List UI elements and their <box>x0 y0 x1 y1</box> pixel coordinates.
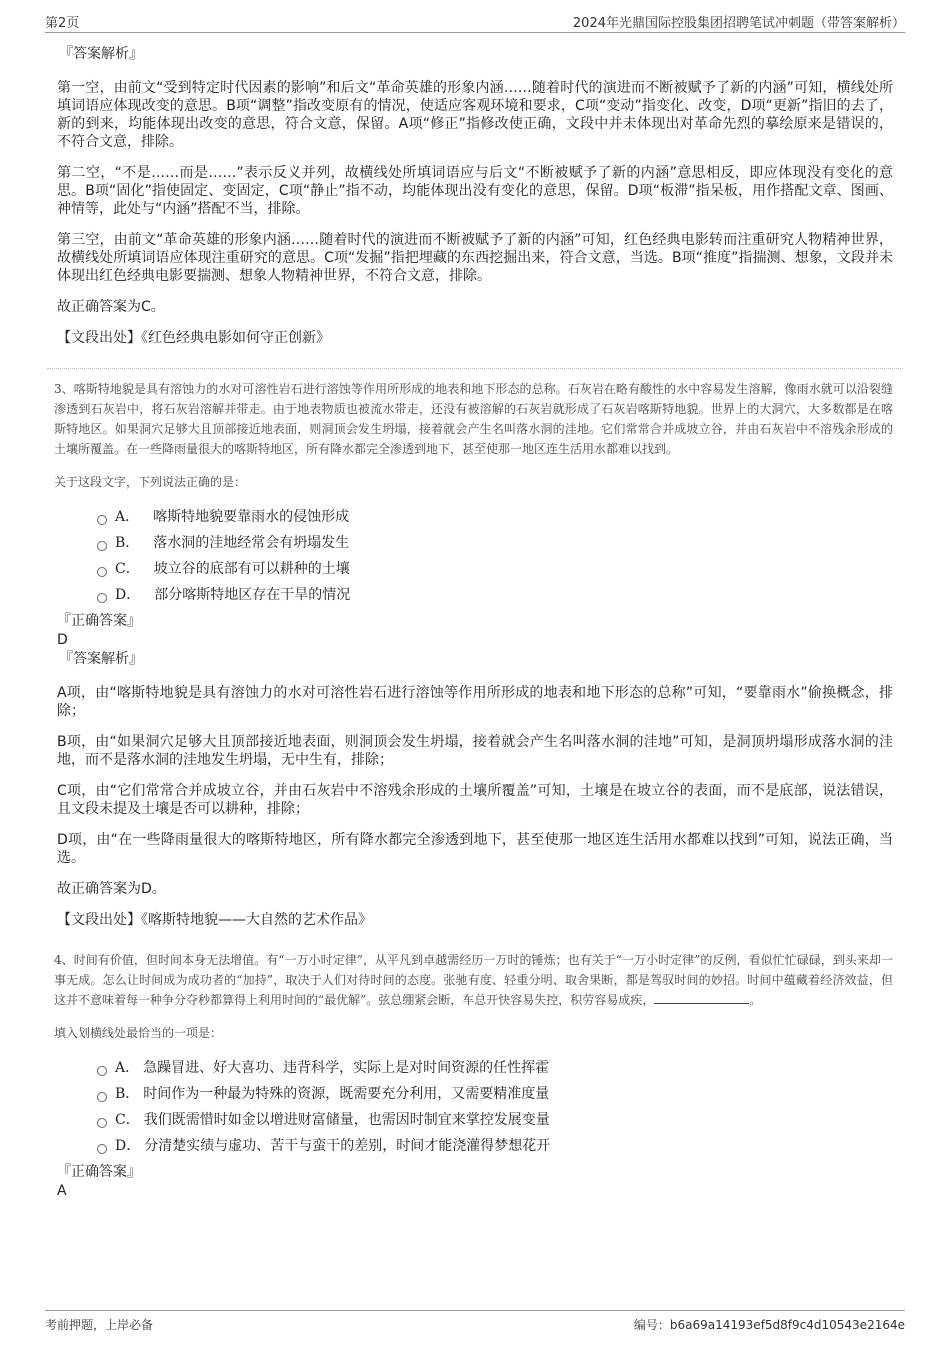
q4-stem-text: 4、时间有价值，但时间本身无法增值。有“一万小时定律”，从平凡到卓越需经历一万时的锤炼；也有关于“一万小时定律”的反例，看似忙忙碌碌，到头来却一事无成。怎么让时间成为成功者的“加持”，取决于人们对待时间的态度。张驰有度、轻重分明、取舍果断，都是驾驭时间的妙招。时间中蕴藏着经济效益，但这并不意味着每一种争分夺秒都算得上利用时间的“最优解”。弦总绷紧会断，车总开快容易失控，积劳容易成疾， <box>54 953 893 1007</box>
option-text: 我们既需惜时如金以增进财富储量，也需因时制宜来掌控发展变量 <box>143 1112 550 1128</box>
q3-options <box>97 504 893 608</box>
option-letter: B． <box>115 1086 140 1102</box>
q3-analysis-paragraph: C项，由“它们常常合并成坡立谷，并由石灰岩中不溶残余形成的土壤所覆盖”可知，土壤是在坡立谷的表面，而不是底部，说法错误，且文段未提及土壤是否可以耕种，排除； <box>57 783 893 817</box>
q2-analysis-label: 『答案解析』 <box>59 46 143 62</box>
q4-answer-label: 『正确答案』 <box>57 1164 141 1180</box>
radio-icon[interactable] <box>97 515 107 525</box>
q3-analysis-label: 『答案解析』 <box>59 651 143 667</box>
document-id: 编号：b6a69a14193ef5d8f9c4d10543e2164e <box>633 1318 905 1332</box>
q3-option-d[interactable] <box>97 582 893 608</box>
question-divider <box>47 368 903 369</box>
option-letter: D． <box>115 1138 141 1154</box>
radio-icon[interactable] <box>97 541 107 551</box>
page-number: 第2页 <box>45 16 80 31</box>
q4-option-b[interactable] <box>97 1081 893 1107</box>
page-header <box>45 10 905 33</box>
option-text: 坡立谷的底部有可以耕种的土壤 <box>153 561 350 577</box>
q3-source: 【文段出处】《喀斯特地貌——大自然的艺术作品》 <box>57 912 372 928</box>
option-letter: A． <box>115 1060 140 1076</box>
q4-stem <box>54 950 893 1010</box>
radio-icon[interactable] <box>97 567 107 577</box>
q3-answer: D <box>57 632 68 648</box>
q2-analysis-paragraph: 第二空，“不是……而是……”表示反义并列，故横线处所填词语应与后文“不断被赋予了新的内涵”意思相反，即应体现没有变化的意思。B项“固化”指使固定、变固定，C项“静止”指不动，均能体现出没有变化的意思，保留。D项“板滞”指呆板，用作搭配文章、图画、神情等，此处与“内涵”搭配不当，排除。 <box>57 165 893 217</box>
option-letter: C． <box>115 561 140 577</box>
option-letter: B． <box>115 535 140 551</box>
q3-prompt: 关于这段文字，下列说法正确的是： <box>54 475 247 489</box>
q4-answer: A <box>57 1183 67 1199</box>
q3-option-c[interactable] <box>97 556 893 582</box>
q3-analysis-paragraph: D项，由“在一些降雨量很大的喀斯特地区，所有降水都完全渗透到地下，甚至使那一地区连生活用水都难以找到”可知，说法正确，当选。 <box>57 832 893 866</box>
option-text: 喀斯特地貌要靠雨水的侵蚀形成 <box>153 509 350 525</box>
q2-source: 【文段出处】《红色经典电影如何守正创新》 <box>57 330 330 346</box>
radio-icon[interactable] <box>97 1118 107 1128</box>
q3-stem: 3、喀斯特地貌是具有溶蚀力的水对可溶性岩石进行溶蚀等作用所形成的地表和地下形态的总称。石灰岩在略有酸性的水中容易发生溶解，像雨水就可以沿裂缝渗透到石灰岩中，将石灰岩溶解并带走。由于地表物质也被流水带走，还没有被溶解的石灰岩就形成了石灰岩喀斯特地貌。世界上的大洞穴，大多数都是在喀斯特地区。如果洞穴足够大且顶部接近地表面，则洞顶会发生坍塌，接着就会产生名叫落水洞的洼地。它们常常合并成坡立谷，并由石灰岩中不溶残余形成的土壤所覆盖。在一些降雨量很大的喀斯特地区，所有降水都完全渗透到地下，甚至使那一地区连生活用水都难以找到。 <box>54 382 893 456</box>
q4-option-a[interactable] <box>97 1055 893 1081</box>
document-title: 2024年光鼎国际控股集团招聘笔试冲刺题（带答案解析） <box>572 16 905 31</box>
q4-options <box>97 1055 893 1159</box>
q2-conclusion: 故正确答案为C。 <box>57 299 165 315</box>
option-text: 部分喀斯特地区存在干旱的情况 <box>154 587 351 603</box>
q4-option-d[interactable] <box>97 1133 893 1159</box>
q3-analysis-paragraph: B项，由“如果洞穴足够大且顶部接近地表面，则洞顶会发生坍塌，接着就会产生名叫落水洞的洼地”可知，是洞顶坍塌形成落水洞的洼地，而不是落水洞的洼地发生坍塌，无中生有，排除； <box>57 734 893 768</box>
option-text: 时间作为一种最为特殊的资源，既需要充分利用，又需要精准度量 <box>143 1086 550 1102</box>
option-letter: D． <box>115 587 141 603</box>
q3-answer-label: 『正确答案』 <box>57 613 141 629</box>
q3-conclusion: 故正确答案为D。 <box>57 881 166 897</box>
radio-icon[interactable] <box>97 1066 107 1076</box>
option-text: 落水洞的洼地经常会有坍塌发生 <box>153 535 350 551</box>
page-footer <box>45 1310 905 1335</box>
q3-analysis-paragraph: A项，由“喀斯特地貌是具有溶蚀力的水对可溶性岩石进行溶蚀等作用所形成的地表和地下形态的总称”可知，“要靠雨水”偷换概念，排除； <box>57 685 893 719</box>
radio-icon[interactable] <box>97 1092 107 1102</box>
q2-analysis-paragraph: 第一空，由前文“受到特定时代因素的影响”和后文“革命英雄的形象内涵……随着时代的演进而不断被赋予了新的内涵”可知，横线处所填词语应体现改变的意思。B项“调整”指改变原有的情况，使适应客观环境和要求，C项“变动”指变化、改变，D项“更新”指旧的去了，新的到来，均能体现出改变的意思，符合文意，保留。A项“修正”指修改使正确，文段中并未体现出对革命先烈的摹绘原来是错误的，不符合文意，排除。 <box>57 80 893 150</box>
option-text: 分清楚实绩与虚功、苦干与蛮干的差别，时间才能浇灌得梦想花开 <box>144 1138 551 1154</box>
option-letter: A． <box>115 509 140 525</box>
q3-option-b[interactable] <box>97 530 893 556</box>
q3-option-a[interactable] <box>97 504 893 530</box>
footer-slogan: 考前押题，上岸必备 <box>45 1318 154 1332</box>
q4-stem-end: 。 <box>749 993 762 1007</box>
radio-icon[interactable] <box>97 593 107 603</box>
q4-option-c[interactable] <box>97 1107 893 1133</box>
page-content <box>54 45 893 1201</box>
q4-prompt: 填入划横线处最恰当的一项是： <box>54 1026 223 1040</box>
radio-icon[interactable] <box>97 1144 107 1154</box>
option-letter: C． <box>115 1112 140 1128</box>
option-text: 急躁冒进、好大喜功、违背科学，实际上是对时间资源的任性挥霍 <box>143 1060 550 1076</box>
fill-in-blank <box>654 991 749 1004</box>
q2-analysis-paragraph: 第三空，由前文“革命英雄的形象内涵……随着时代的演进而不断被赋予了新的内涵”可知，红色经典电影转而注重研究人物精神世界，故横线处所填词语应体现注重研究的意思。C项“发掘”指把埋藏的东西挖掘出来，符合文意，当选。B项“推度”指揣测、想象，文段并未体现出红色经典电影要揣测、想象人物精神世界，不符合文意，排除。 <box>57 232 893 284</box>
